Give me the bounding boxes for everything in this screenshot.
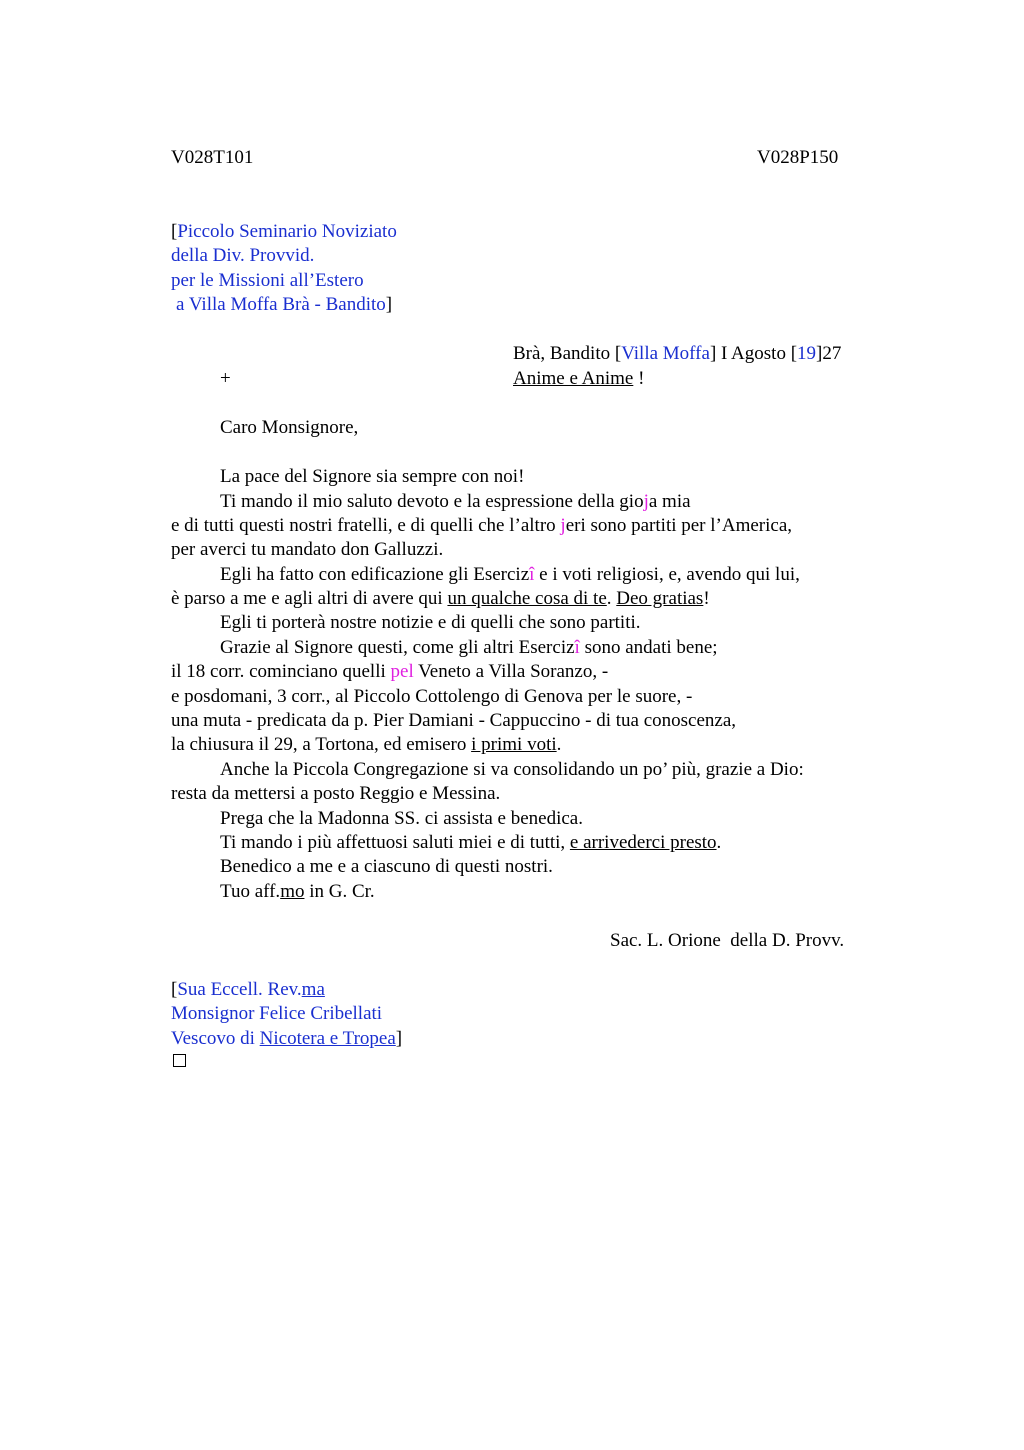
body-line: e posdomani, 3 corr., al Piccolo Cottolengo di Genova per le suore, - [171,686,693,707]
body-line: Egli ha fatto con edificazione gli Esercizî e i voti religiosi, e, avendo qui lui, [220,564,800,585]
sender-line-4: a Villa Moffa Brà - Bandito] [176,294,393,315]
body-line: Ti mando i più affettuosi saluti miei e di tutti, e arrivederci presto. [220,832,722,853]
body-line: Benedico a me e a ciascuno di questi nostri. [220,856,553,877]
recipient-line-3: Vescovo di Nicotera e Tropea] [171,1028,403,1049]
document-code-right: V028P150 [757,147,839,168]
square-icon [173,1054,186,1067]
salutation: Caro Monsignore, [220,417,359,438]
body-line: Anche la Piccola Congregazione si va consolidando un po’ più, grazie a Dio: [220,759,804,780]
dateline: Brà, Bandito [Villa Moffa] I Agosto [19]27 [513,343,842,364]
body-line: e di tutti questi nostri fratelli, e di quelli che l’altro jeri sono partiti per l’America, [171,515,793,536]
sender-line-3: per le Missioni all’Estero [171,270,364,291]
cross-mark: + [220,368,231,389]
body-line: Ti mando il mio saluto devoto e la espressione della gioja mia [220,491,691,512]
recipient-line-1: [Sua Eccell. Rev.ma [171,979,325,1000]
sender-line-2: della Div. Provvid. [171,245,315,266]
motto: Anime e Anime ! [513,368,645,389]
body-line: per averci tu mandato don Galluzzi. [171,539,444,560]
body-line: Prega che la Madonna SS. ci assista e benedica. [220,808,583,829]
document-code-left: V028T101 [171,147,254,168]
sender-line-1: [Piccolo Seminario Noviziato [171,221,397,242]
body-line: Grazie al Signore questi, come gli altri Esercizî sono andati bene; [220,637,718,658]
body-line: è parso a me e agli altri di avere qui un qualche cosa di te. Deo gratias! [171,588,710,609]
body-line: resta da mettersi a posto Reggio e Messina. [171,783,501,804]
body-line: una muta - predicata da p. Pier Damiani - Cappuccino - di tua conoscenza, [171,710,737,731]
body-line: Egli ti porterà nostre notizie e di quelli che sono partiti. [220,612,641,633]
body-line: Tuo aff.mo in G. Cr. [220,881,375,902]
recipient-line-2: Monsignor Felice Cribellati [171,1003,383,1024]
body-line: il 18 corr. cominciano quelli pel Veneto a Villa Soranzo, - [171,661,609,682]
signature: Sac. L. Orione della D. Provv. [610,930,845,951]
body-line: La pace del Signore sia sempre con noi! [220,466,525,487]
body-line: la chiusura il 29, a Tortona, ed emisero i primi voti. [171,734,562,755]
